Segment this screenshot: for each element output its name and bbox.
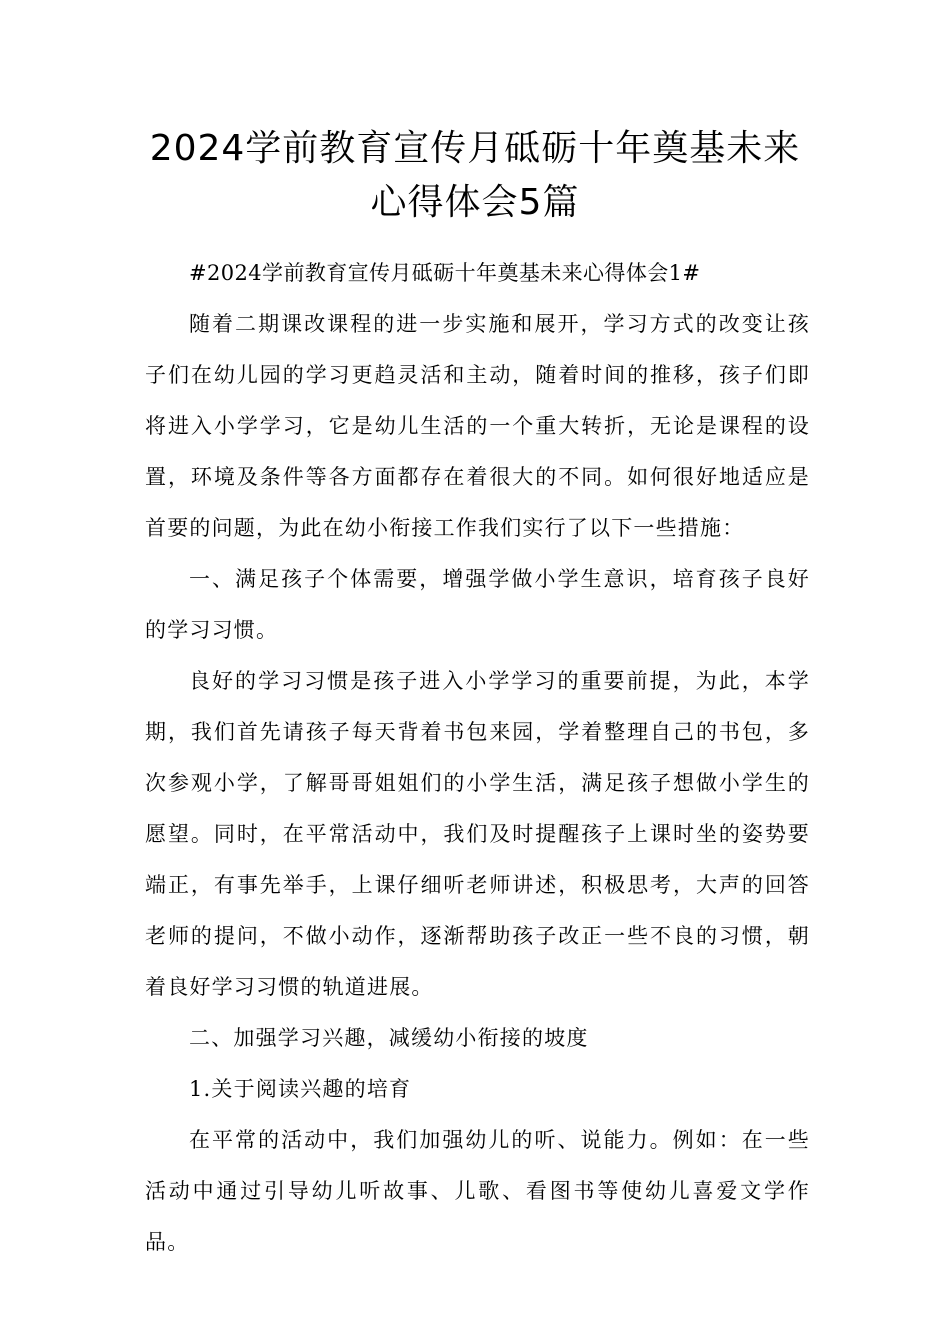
document-title — [100, 122, 850, 230]
title-line-2: 心得体会5篇 — [370, 182, 580, 223]
body-paragraph: 一、满足孩子个体需要，增强学做小学生意识，培育孩子良好的学习习惯。 — [145, 567, 810, 642]
section-heading: #2024学前教育宣传月砥砺十年奠基未来心得体会1# — [189, 261, 701, 285]
subsection-heading: 二、加强学习兴趣，减缓幼小衔接的坡度 — [189, 1026, 589, 1050]
body-paragraph: 良好的学习习惯是孩子进入小学学习的重要前提，为此，本学期，我们首先请孩子每天背着书包来园，学着整理自己的书包，多次参观小学，了解哥哥姐姐们的小学生活，满足孩子想做小学生的愿望。同时，在平常活动中，我们及时提醒孩子上课时坐的姿势要端正，有事先举手，上课仔细听老师讲述，积极思考，大声的回答老师的提问，不做小动作，逐渐帮助孩子改正一些不良的习惯，朝着良好学习习惯的轨道进展。 — [145, 669, 810, 999]
document-body — [145, 248, 810, 1268]
title-line-1: 2024学前教育宣传月砥砺十年奠基未来 — [149, 128, 801, 169]
body-paragraph: 在平常的活动中，我们加强幼儿的听、说能力。例如：在一些活动中通过引导幼儿听故事、儿歌、看图书等使幼儿喜爱文学作品。 — [145, 1128, 810, 1254]
subsection-heading: 1.关于阅读兴趣的培育 — [189, 1077, 412, 1101]
body-paragraph: 随着二期课改课程的进一步实施和展开，学习方式的改变让孩子们在幼儿园的学习更趋灵活和主动，随着时间的推移，孩子们即将进入小学学习，它是幼儿生活的一个重大转折，无论是课程的设置，环境及条件等各方面都存在着很大的不同。如何很好地适应是首要的问题，为此在幼小衔接工作我们实行了以下一些措施： — [145, 312, 810, 540]
